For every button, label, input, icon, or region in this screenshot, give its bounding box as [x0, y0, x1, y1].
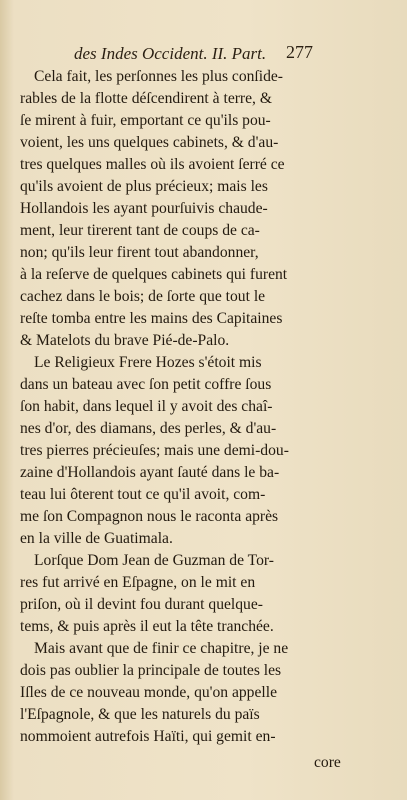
text-line: Cela fait, les perſonnes les plus conſide-	[34, 68, 283, 85]
text-line: teau lui ôterent tout ce qu'il avoit, com-	[20, 486, 266, 503]
text-line: ſe mirent à fuir, emportant ce qu'ils pou-	[20, 112, 271, 129]
text-line: ſon habit, dans lequel il y avoit des chaî-	[20, 398, 273, 415]
text-line: dois pas oublier la principale de toutes les	[20, 662, 282, 679]
text-line: reſte tomba entre les mains des Capitaines	[20, 310, 283, 327]
running-head: des Indes Occident. II. Part.	[74, 44, 267, 63]
text-line: Le Religieux Frere Hozes s'étoit mis	[34, 354, 262, 371]
text-line: & Matelots du brave Pié-de-Palo.	[20, 332, 230, 349]
text-line: à la reſerve de quelques cabinets qui furent	[20, 266, 288, 283]
text-line: l'Eſpagnole, & que les naturels du païs	[20, 706, 260, 723]
text-line: voient, les uns quelques cabinets, & d'au-	[20, 134, 279, 151]
text-line: non; qu'ils leur firent tout abandonner,	[20, 244, 259, 261]
text-line: Hollandois les ayant pourſuivis chaude-	[20, 200, 268, 217]
text-line: nommoient autrefois Haïti, qui gemit en-	[20, 728, 276, 745]
text-line: qu'ils avoient de plus précieux; mais les	[20, 178, 268, 195]
text-line: zaine d'Hollandois ayant ſauté dans le ba-	[20, 464, 280, 481]
text-line: me ſon Compagnon nous le raconta après	[20, 508, 279, 525]
text-line: tres quelques malles où ils avoient ſerré ce	[20, 156, 285, 173]
text-line: tres pierres précieuſes; mais une demi-dou-	[20, 442, 289, 459]
text-line: en la ville de Guatimala.	[20, 530, 173, 547]
text-line: Lorſque Dom Jean de Guzman de Tor-	[34, 552, 274, 569]
text-line: cachez dans le bois; de ſorte que tout le	[20, 288, 266, 305]
text-line: nes d'or, des diamans, des perles, & d'au-	[20, 420, 277, 437]
text-line: dans un bateau avec ſon petit coffre ſous	[20, 376, 272, 393]
text-line: ment, leur tirerent tant de coups de ca-	[20, 222, 260, 239]
text-line: tems, & puis après il eut la tête tranchée.	[20, 618, 274, 635]
text-line: Iſles de ce nouveau monde, qu'on appelle	[20, 684, 277, 701]
text-line: Mais avant que de finir ce chapitre, je ne	[34, 640, 289, 657]
text-line: res fut arrivé en Eſpagne, on le mit en	[20, 574, 256, 591]
text-line: priſon, où il devint fou durant quelque-	[20, 596, 263, 613]
text-line: rables de la flotte déſcendirent à terre, &	[20, 90, 272, 107]
catchword: core	[314, 754, 341, 771]
page-number: 277	[286, 42, 313, 62]
